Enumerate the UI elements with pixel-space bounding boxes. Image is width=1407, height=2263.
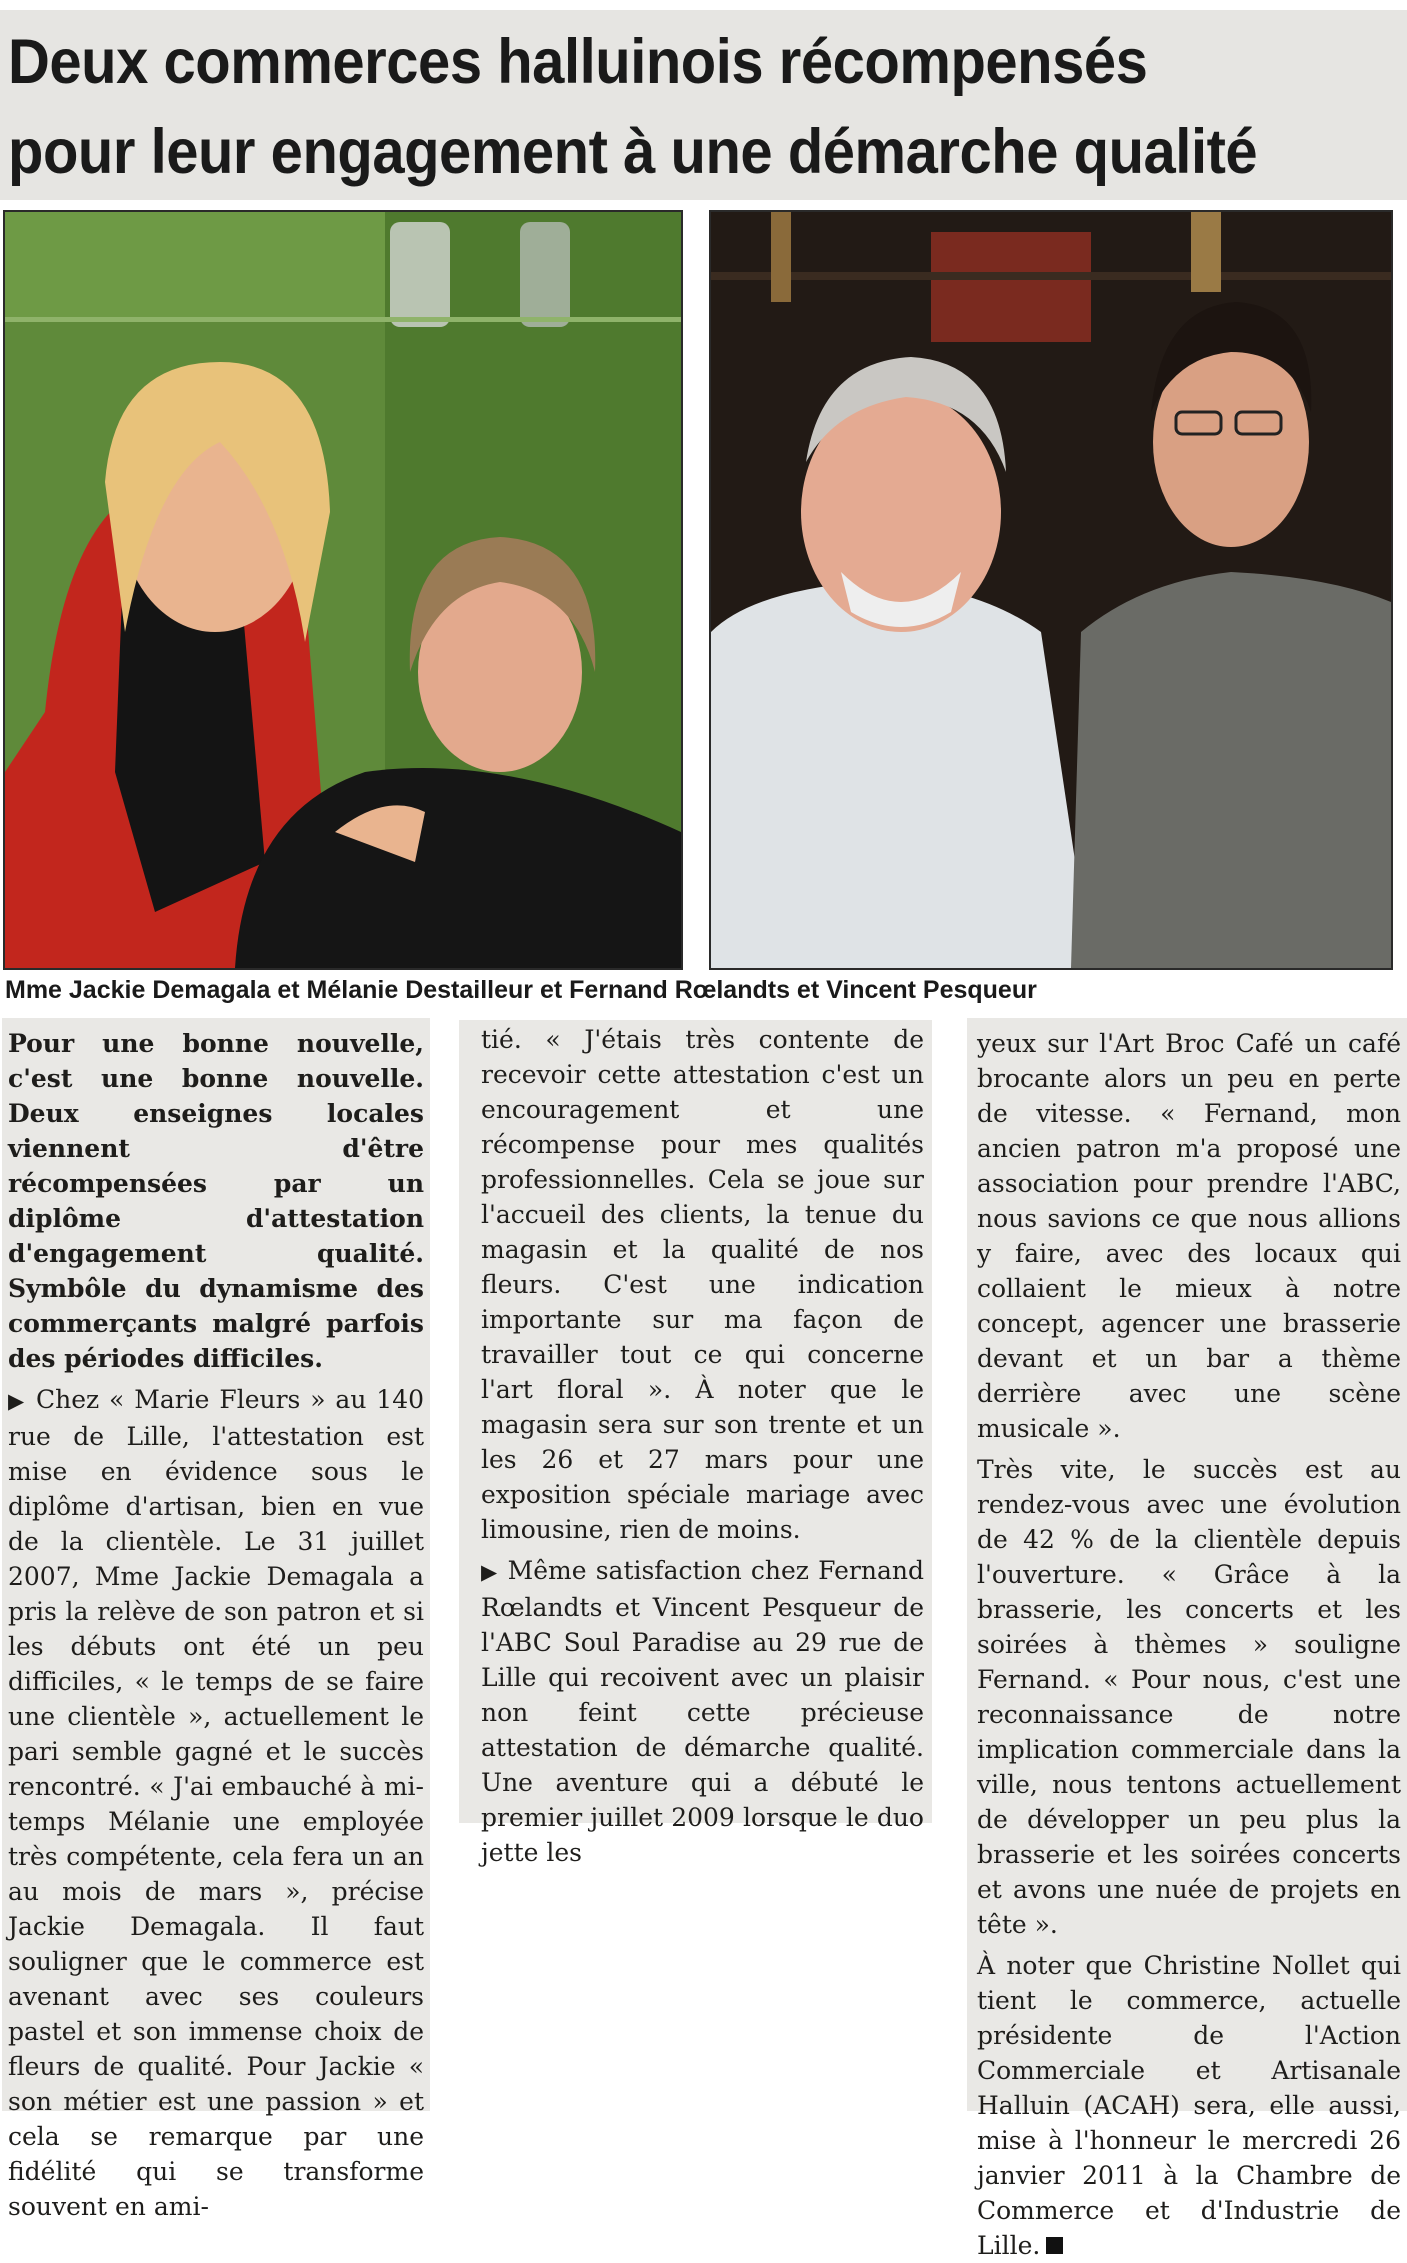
article-column-1 — [2, 1018, 430, 2221]
article-column-3 — [967, 1018, 1407, 2260]
triangle-bullet-icon: ▶ — [481, 1560, 499, 1584]
article-paragraph-text: Chez « Marie Fleurs » au 140 rue de Lille, l'attestation est mise en évidence sous le diplôme d'artisan, bien en vue de la clientèle. Le 31 juillet 2007, Mme Jackie Demagala a pris la relève de son patron et si les débuts ont été un peu difficiles, « le temps de se faire une clientèle », actuellement le pari semble gagné et le succès rencontré. « J'ai embauché à mi-temps Mélanie une employée très compétente, cela fera un an au mois de mars », précise Jackie Demagala. Il faut souligner que le commerce est avenant avec ses couleurs pastel et son immense choix de fleurs de qualité. Pour Jackie « son métier est une passion » et cela se remarque par une fidélité qui se transforme souvent en ami- — [8, 1385, 425, 2221]
article-paragraph — [977, 1948, 1401, 2263]
photo-brasserie — [709, 210, 1393, 970]
article-column-2 — [459, 1020, 932, 1867]
article-paragraph-text: Même satisfaction chez Fernand Rœlandts et Vincent Pesqueur de l'ABC Soul Paradise au 29 rue de Lille qui recoivent avec un plaisir non feint cette précieuse attestation de démarche qualité. Une aventure qui a débuté le premier juillet 2009 lorsque le duo jette les — [481, 1556, 924, 1867]
photo-florists-image — [5, 212, 681, 968]
article-paragraph: tié. « J'étais très contente de recevoir cette attestation c'est un encouragement et une récompense pour mes qualités professionnelles. Cela se joue sur l'accueil des clients, la tenue du magasin et la qualité de nos fleurs. C'est une indication importante sur ma façon de travailler tout ce qui concerne l'art floral ». À noter que le magasin sera sur son trente et un les 26 et 27 mars pour une exposition spéciale mariage avec limousine, rien de moins. — [481, 1025, 924, 1544]
headline-line-2: pour leur engagement à une démarche qualité — [8, 117, 1258, 187]
article-paragraph-text: À noter que Christine Nollet qui tient le commerce, actuelle présidente de l'Action Commerciale et Artisanale Halluin (ACAH) sera, elle aussi, mise à l'honneur le mercredi 26 janvier 2011 à la Chambre de Commerce et d'Industrie de Lille. — [977, 1951, 1401, 2260]
headline-line-1: Deux commerces halluinois récompensés — [8, 27, 1148, 97]
article-paragraph — [481, 1553, 924, 1870]
photo-caption: Mme Jackie Demagala et Mélanie Destailleur et Fernand Rœlandts et Vincent Pesqueur — [5, 976, 1037, 1004]
end-square-icon — [1046, 2237, 1063, 2254]
article-lead: Pour une bonne nouvelle, c'est une bonne nouvelle. Deux enseignes locales viennent d'être récompensées par un diplôme d'attestation d'engagement qualité. Symbôle du dynamisme des commerçants malgré parfois des périodes difficiles. — [8, 1029, 424, 1373]
triangle-bullet-icon: ▶ — [8, 1389, 27, 1413]
article-paragraph: yeux sur l'Art Broc Café un café brocante alors un peu en perte de vitesse. « Fernand, mon ancien patron m'a proposé une association pour prendre l'ABC, nous savions ce que nous allions y faire, avec des locaux qui collaient le mieux à notre concept, agencer une brasserie devant et un bar a thème derrière avec une scène musicale ». — [977, 1029, 1401, 1443]
photo-florists — [3, 210, 683, 970]
article-paragraph: Très vite, le succès est au rendez-vous avec une évolution de 42 % de la clientèle depuis l'ouverture. « Grâce à la brasserie, les concerts et les soirées à thèmes » souligne Fernand. « Pour nous, c'est une reconnaissance de notre implication commerciale dans la ville, nous tentons actuellement de développer un peu plus la brasserie et les soirées concerts et avons une nuée de projets en tête ». — [977, 1455, 1401, 1939]
headline-block — [0, 10, 1407, 200]
photo-brasserie-image — [711, 212, 1391, 968]
article-paragraph — [8, 1382, 424, 2224]
